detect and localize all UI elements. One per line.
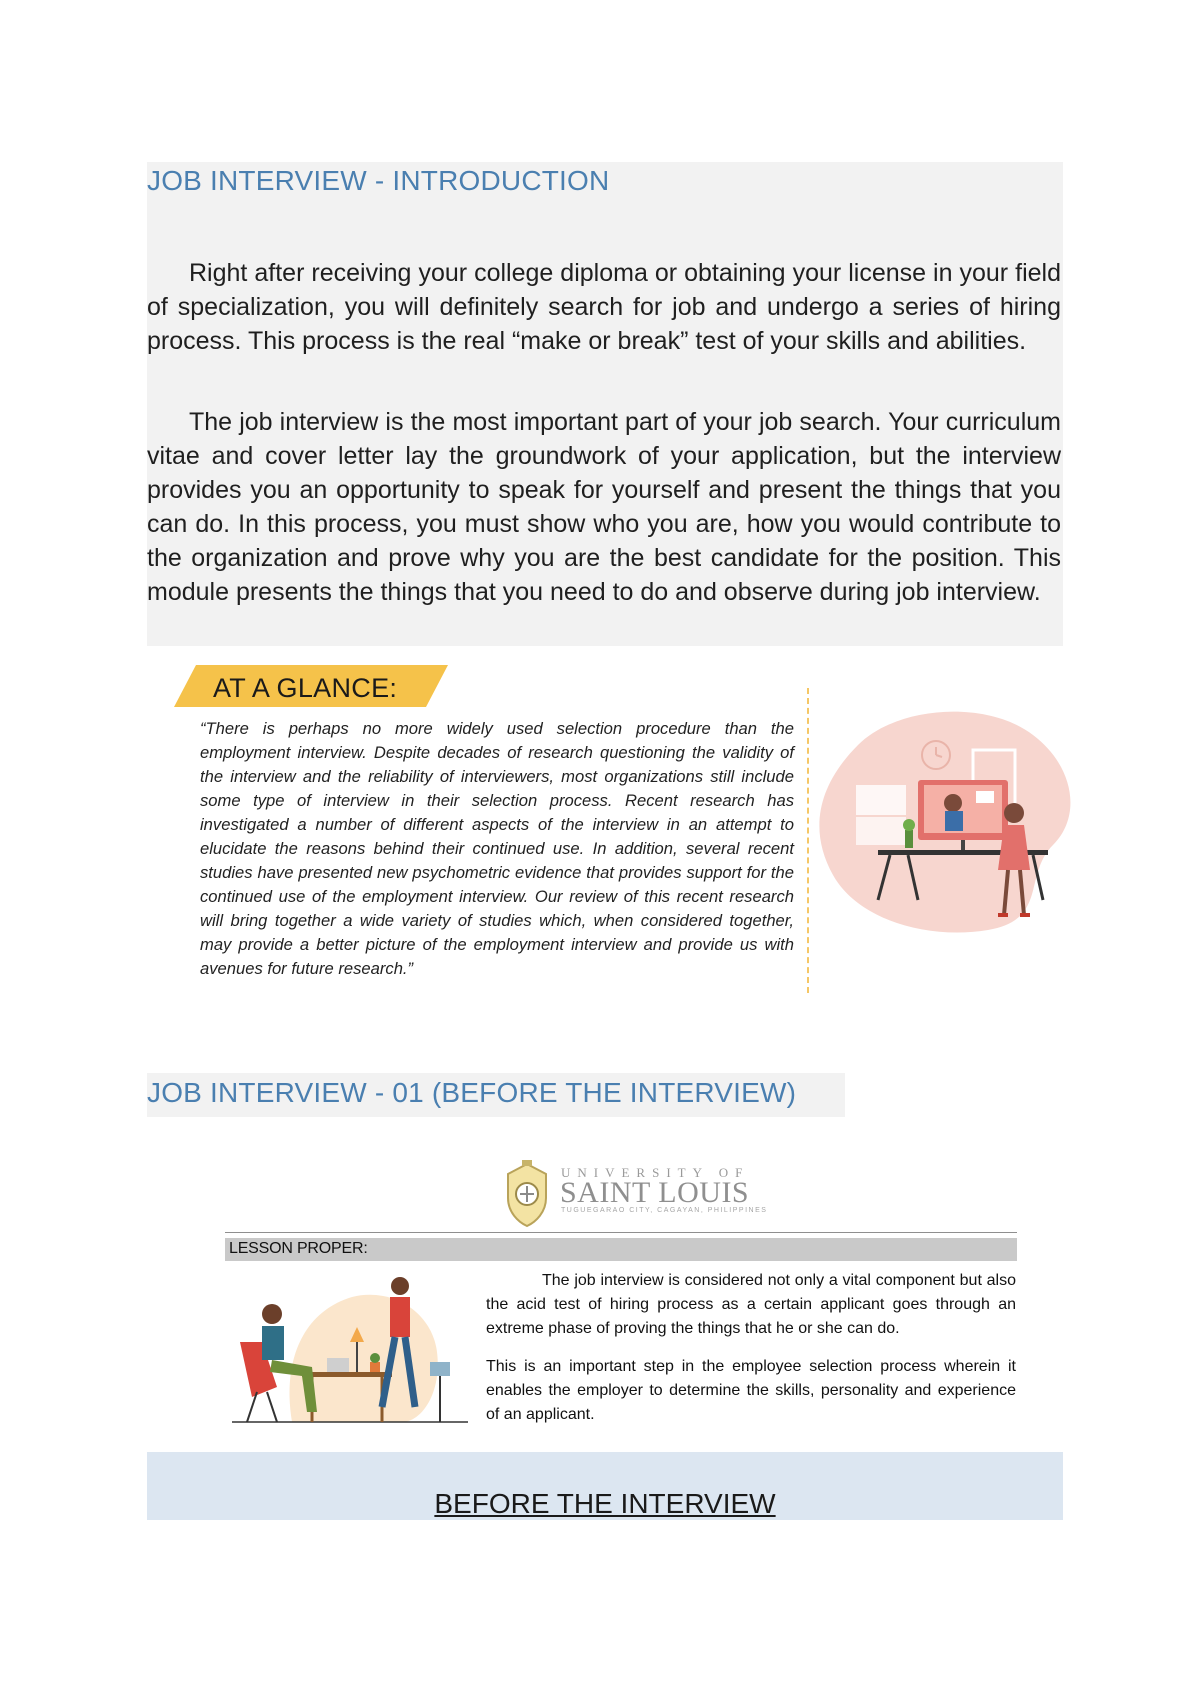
- intro-section-title: JOB INTERVIEW - INTRODUCTION: [147, 165, 610, 196]
- university-seal-icon: [502, 1160, 552, 1228]
- logo-university-of-text: UNIVERSITY OF: [561, 1165, 750, 1180]
- intro-paragraph-2: The job interview is the most important part of your job search. Your curriculum vitae and cover letter lay the groundwork of your application, but the interview provides you an opportunity to speak for yourself and present the things that you can do. In this process, you must show who you are, how you would contribute to the organization and prove why you are the best candidate for the position. This module presents the things that you need to do and observe during job interview.: [147, 408, 1061, 606]
- logo-location-text: TUGUEGARAO CITY, CAGAYAN, PHILIPPINES: [561, 1207, 768, 1214]
- office-meeting-illustration: [232, 1272, 468, 1432]
- at-a-glance-quote: “There is perhaps no more widely used selection procedure than the employment interview. Despite decades of research questioning the validity of the interview and the reliability of interviewers, most organizations still include some type of interview in their selection process. Recent research has investigated a number of different aspects of the interview in an attempt to elucidate the reasons behind their continued use. In addition, several recent studies have presented new psychometric evidence that provides support for the continued use of the employment interview. Our review of this recent research will bring together a wide variety of studies which, when considered together, may provide a better picture of the employment interview and provide us with avenues for future research.”: [200, 719, 794, 978]
- intro-paragraph-1: Right after receiving your college diploma or obtaining your license in your field of specialization, you will definitely search for job and undergo a series of hiring process. This process is the real “make or break” test of your skills and abilities.: [147, 259, 1061, 355]
- logo-divider-line: [225, 1232, 1017, 1233]
- at-a-glance-title: AT A GLANCE:: [213, 673, 398, 703]
- lesson-paragraph-2: This is an important step in the employee selection process wherein it enables the employer to determine the skills, personality and experience of an applicant.: [486, 1358, 1016, 1423]
- lesson-proper-label: LESSON PROPER:: [229, 1240, 368, 1257]
- section-01-title: JOB INTERVIEW - 01 (BEFORE THE INTERVIEW): [147, 1077, 797, 1108]
- logo-saint-louis-text: SAINT LOUIS: [560, 1176, 750, 1209]
- video-interview-illustration: [818, 705, 1073, 938]
- lesson-paragraph-1: The job interview is considered not only a vital component but also the acid test of hiring process as a certain applicant goes through an extreme phase of proving the things that he or she can do.: [486, 1272, 1016, 1337]
- dashed-divider: [807, 688, 809, 993]
- before-interview-title: BEFORE THE INTERVIEW: [434, 1488, 776, 1519]
